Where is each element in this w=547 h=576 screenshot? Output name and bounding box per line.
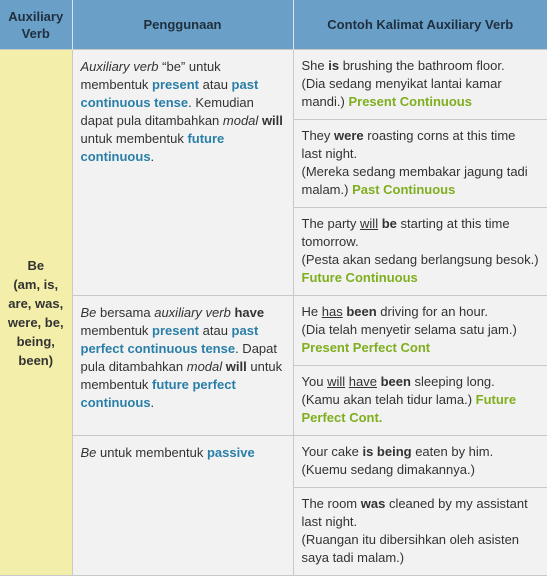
table-row xyxy=(0,296,547,366)
usage-term: passive xyxy=(206,445,255,460)
example-sentence: The room was cleaned by my assistant last night. xyxy=(301,496,528,529)
usage-term: present xyxy=(152,323,200,338)
usage-keyword: have xyxy=(234,305,265,320)
usage-text: untuk membentuk xyxy=(80,131,188,146)
example-cell xyxy=(293,436,547,488)
usage-text: atau xyxy=(199,77,232,92)
example-translation: (Dia sedang menyikat lantai kamar mandi.) Present Continuous xyxy=(301,76,502,109)
usage-text: atau xyxy=(199,323,232,338)
usage-text: Be xyxy=(80,445,97,460)
verb-name: Be xyxy=(27,257,45,273)
header-auxiliary-verb: Auxiliary Verb xyxy=(0,0,72,50)
example-translation: (Kamu akan telah tidur lama.) Future Perfect Cont. xyxy=(301,392,517,425)
example-sentence: The party will be starting at this time tomorrow. xyxy=(301,216,510,249)
example-sentence: Your cake is being eaten by him. xyxy=(301,444,494,459)
usage-text: untuk membentuk xyxy=(80,359,283,392)
usage-text: . xyxy=(150,395,155,410)
header-contoh-kalimat: Contoh Kalimat Auxiliary Verb xyxy=(293,0,547,50)
usage-term: present xyxy=(152,77,200,92)
table-row xyxy=(0,436,547,488)
example-translation: (Dia telah menyetir selama satu jam.) Present Perfect Cont xyxy=(301,322,517,355)
usage-text: modal xyxy=(222,113,259,128)
table-row xyxy=(0,50,547,120)
header-row xyxy=(0,0,547,50)
usage-cell-passive xyxy=(72,436,293,576)
example-cell xyxy=(293,120,547,208)
example-sentence: You will have been sleeping long. xyxy=(301,374,495,389)
usage-text: untuk membentuk xyxy=(96,445,207,460)
example-cell xyxy=(293,488,547,576)
usage-term: past continuous tense xyxy=(80,77,259,110)
example-cell xyxy=(293,296,547,366)
example-cell xyxy=(293,208,547,296)
example-translation: (Mereka sedang membakar jagung tadi malam.) Past Continuous xyxy=(301,164,528,197)
example-cell xyxy=(293,50,547,120)
example-sentence: She is brushing the bathroom floor. xyxy=(301,58,505,73)
example-sentence: He has been driving for an hour. xyxy=(301,304,488,319)
tense-label: Future Perfect Cont. xyxy=(301,392,517,425)
example-sentence: They were roasting corns at this time last night. xyxy=(301,128,516,161)
tense-label: Past Continuous xyxy=(352,182,456,197)
usage-text: Auxiliary verb xyxy=(80,59,159,74)
example-translation: (Pesta akan sedang berlangsung besok.) Future Continuous xyxy=(301,252,539,285)
example-translation: (Kuemu sedang dimakannya.) xyxy=(301,462,475,477)
verb-cell xyxy=(0,50,72,576)
tense-label: Future Continuous xyxy=(301,270,418,285)
usage-text: modal xyxy=(186,359,223,374)
usage-term: past perfect continuous tense xyxy=(80,323,259,356)
tense-label: Present Perfect Cont xyxy=(301,340,431,355)
usage-text: membentuk xyxy=(80,323,153,338)
usage-text: . Dapat pula ditambahkan xyxy=(80,341,277,374)
tense-label: Present Continuous xyxy=(348,94,472,109)
usage-text: bersama xyxy=(96,305,155,320)
usage-cell-perfect-continuous xyxy=(72,296,293,436)
usage-keyword: will xyxy=(261,113,283,128)
example-translation: (Ruangan itu dibersihkan oleh asisten saya tadi malam.) xyxy=(301,532,520,565)
usage-text: Be xyxy=(80,305,97,320)
usage-cell-continuous xyxy=(72,50,293,296)
usage-text: “be” untuk membentuk xyxy=(80,59,221,92)
usage-keyword: will xyxy=(225,359,247,374)
verb-forms: (am, is, are, was, were, be, being, been) xyxy=(7,276,64,368)
example-cell xyxy=(293,366,547,436)
usage-text: . Kemudian dapat pula ditambahkan xyxy=(80,95,254,128)
usage-text: auxiliary verb xyxy=(154,305,231,320)
usage-text: . xyxy=(150,149,155,164)
usage-term: future continuous xyxy=(80,131,225,164)
header-penggunaan: Penggunaan xyxy=(72,0,293,50)
usage-term: future perfect continuous xyxy=(80,377,236,410)
